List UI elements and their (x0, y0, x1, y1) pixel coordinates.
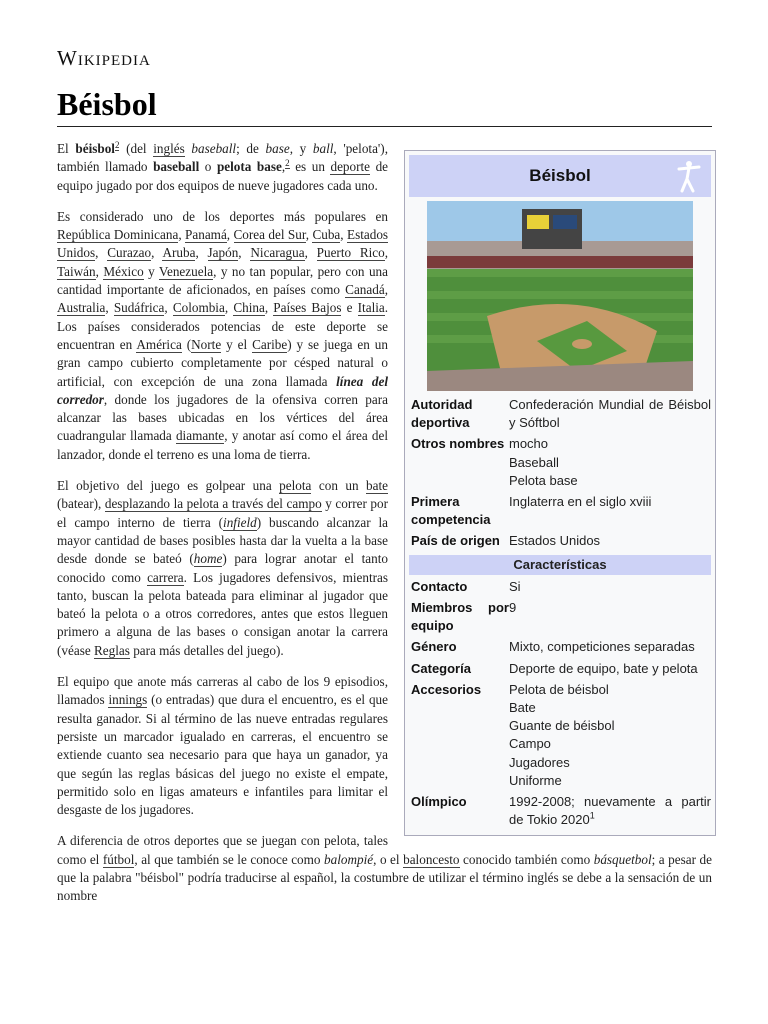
infobox-row-label: Género (411, 639, 457, 655)
infobox-row-label: Primera competencia (411, 494, 491, 528)
page-title: Béisbol (57, 86, 157, 122)
link-country[interactable]: Taiwán (57, 263, 96, 279)
link-country[interactable]: Nicaragua (250, 245, 305, 261)
link-region[interactable]: Norte (191, 336, 222, 352)
link-country[interactable]: Australia (57, 300, 106, 316)
link-pelota[interactable]: pelota (279, 478, 312, 494)
link-home[interactable]: home (193, 551, 223, 567)
infobox-value-item[interactable]: Guante de béisbol (509, 718, 615, 734)
link-country[interactable]: Colombia (172, 300, 225, 316)
link-region[interactable]: Caribe (252, 336, 288, 352)
infobox-title: Béisbol (529, 166, 591, 185)
link-reglas[interactable]: Reglas (93, 642, 130, 658)
link-ingles[interactable]: inglés (153, 141, 185, 156)
infobox-row-label: Categoría (411, 660, 471, 676)
infobox-row-value (509, 660, 711, 678)
link-country[interactable]: Sudáfrica (113, 300, 165, 316)
infobox-value-item[interactable]: Jugadores (509, 754, 570, 770)
link-carrera[interactable]: carrera (147, 569, 184, 585)
objective-paragraph: El objetivo del juego es golpear una pelota con un bate (batear), desplazando la pelota a través del campo y correr por el campo interno de tierra (infield) buscando alcanzar la mayor cantidad de bases posibles hasta dar la vuelta a la base desde donde se bateó (home) para lograr anotar el tanto conocido como carrera. Los jugadores defensivos, mientras tanto, buscan la pelota bateada para eliminar al jugador que bateó la pelota o a otros corredores, antes que estos lleguen primero a alguna de las bases o consigan anotar la carrera (véase Reglas para más detalles del juego). (57, 478, 388, 658)
link-deporte[interactable]: deporte (330, 159, 371, 175)
infobox-row-value (509, 793, 711, 829)
wikipedia-logo[interactable]: Wikipedia (57, 46, 151, 70)
link-country[interactable]: Curazao (107, 245, 152, 261)
reference-link[interactable]: 2 (114, 139, 120, 150)
link-country[interactable]: Corea del Sur (233, 227, 306, 243)
link-country[interactable]: China (233, 300, 265, 316)
infobox-row-label: Otros nombres (411, 436, 505, 452)
infobox-value-item[interactable]: Bate (509, 700, 536, 716)
infobox-row-label: Autoridad deportiva (411, 397, 473, 431)
infobox-row (409, 395, 711, 434)
infobox-value-item[interactable]: mocho (509, 436, 549, 452)
intro-paragraph: El béisbol$^2$ (del inglés baseball; de base, y ball, 'pelota'), también llamado baseball o pelota base,$^2$ es un deporte de equipo jugado por dos equipos de nueve jugadores cada uno. (57, 139, 389, 193)
article-body (57, 140, 712, 919)
link-futbol[interactable]: fútbol (102, 851, 135, 867)
link-country[interactable]: Puerto Rico (316, 245, 385, 261)
infobox-row-value (509, 532, 711, 550)
infobox-section-characteristics: Características (409, 555, 711, 575)
infobox-row (409, 680, 711, 792)
infobox-value-item[interactable]: Mixto, competiciones separadas (509, 639, 695, 655)
name-paragraph: A diferencia de otros deportes que se juegan con pelota, tales como el fútbol, al que también se le conoce como balompié, o el baloncesto conocido también como básquetbol; a pesar de que la palabra "béisbol" podría traducirse al español, la costumbre de utilizar el término inglés se debe a la sensación de un nombre (57, 833, 712, 904)
link-campo[interactable]: desplazando la pelota a través del campo (104, 496, 322, 512)
link-country[interactable]: Italia (357, 300, 385, 316)
infobox-row (409, 659, 711, 680)
link-diamante[interactable]: diamante (175, 428, 225, 444)
link-bate[interactable]: bate (366, 478, 388, 494)
link-country[interactable]: Japón (207, 245, 239, 261)
baseball-player-icon (675, 159, 703, 193)
link-infield[interactable]: infield (223, 514, 257, 530)
infobox-value-item[interactable]: Pelota base (509, 472, 578, 488)
infobox-row-value (509, 435, 711, 490)
infobox-value-item[interactable]: Estados Unidos (509, 533, 601, 549)
link-country[interactable]: Estados Unidos (57, 227, 389, 261)
link-country[interactable]: Aruba (162, 245, 196, 261)
infobox-value-item[interactable]: Uniforme (509, 772, 562, 788)
infobox-row (409, 434, 711, 492)
infobox-row (409, 792, 711, 831)
infobox-row (409, 531, 711, 552)
title-divider (57, 126, 712, 127)
infobox-header (409, 155, 711, 197)
infobox-row-value (509, 493, 711, 529)
infobox-value-item[interactable]: Baseball (509, 454, 559, 470)
link-country[interactable]: Venezuela (158, 263, 214, 279)
infobox-value-item[interactable]: 9 (509, 600, 517, 616)
infobox-row-value (509, 396, 711, 432)
infobox-value-item[interactable]: 1992-2008; nuevamente a partir de Tokio 2020$^1$ (509, 794, 711, 828)
stadium-photo (427, 201, 693, 391)
link-baloncesto[interactable]: baloncesto (403, 851, 460, 867)
infobox-row (409, 577, 711, 598)
infobox-value-item[interactable]: Pelota de béisbol (509, 681, 609, 697)
infobox-row-label: Contacto (411, 578, 468, 594)
popularity-paragraph: Es considerado uno de los deportes más populares en República Dominicana, Panamá, Corea del Sur, Cuba, Estados Unidos, Curazao, Aruba, Japón, Nicaragua, Puerto Rico, Taiwán, México y Venezuela, y no tan popular, pero con una cantidad importante de aficionados, en países como Canadá, Australia, Sudáfrica, Colombia, China, Países Bajos e Italia. Los países considerados potencias de este deporte se encuentran en América (Norte y el Caribe) y se juega en un gran campo cubierto completamente por césped natural o artificial, con excepción de una zona llamada línea del corredor, donde los jugadores de la ofensiva corren para alcanzar las bases ubicadas en los vértices del área cuadrangular llamada diamante, y anotar así como el área del lanzador, donde el terreno es una loma de tierra. (57, 208, 389, 462)
infobox-row-label: Miembros por equipo (411, 600, 509, 634)
link-country[interactable]: México (103, 263, 144, 279)
infobox-row (409, 598, 711, 637)
infobox-row-label: Accesorios (411, 681, 482, 697)
link-country[interactable]: Cuba (312, 227, 341, 243)
reference-link[interactable]: 2 (285, 157, 290, 168)
link-country[interactable]: República Dominicana (57, 227, 179, 243)
infobox-row-value (509, 638, 711, 656)
infobox-row (409, 492, 711, 531)
link-country[interactable]: Canadá (345, 282, 385, 298)
infobox-row (409, 637, 711, 658)
infobox-value-item[interactable]: Confederación Mundial de Béisbol y Sóftbol (509, 397, 711, 431)
link-innings[interactable]: innings (108, 692, 148, 708)
scoring-paragraph: El equipo que anote más carreras al cabo de los 9 episodios, llamados innings (o entradas) que dura el encuentro, es el que resulta ganador. Si al término de las nueve entradas regulares persiste un marcador igualado en carreras, el encuentro se extiende cuanto sea necesario para que haya un ganador, ya que según las reglas básicas del juego no existe el empate, permitido solo en ligas amateurs e infantiles para limitar el desgaste de los jugadores. (57, 674, 388, 818)
infobox-value-item[interactable]: Deporte de equipo, bate y pelota (509, 660, 698, 676)
infobox-row-label: Olímpico (411, 794, 467, 810)
link-region[interactable]: América (136, 336, 182, 352)
link-country[interactable]: Países Bajos (273, 300, 342, 316)
infobox (404, 150, 716, 836)
infobox-value-item[interactable]: Campo (509, 736, 551, 752)
infobox-value-item[interactable]: Si (509, 578, 521, 594)
infobox-row-value (509, 599, 711, 635)
link-country[interactable]: Panamá (185, 227, 227, 243)
infobox-row-value (509, 578, 711, 596)
reference-link[interactable]: 1 (589, 810, 595, 821)
infobox-row-label: País de origen (411, 533, 500, 549)
infobox-row-value (509, 681, 711, 790)
infobox-value-item[interactable]: Inglaterra en el siglo xviii (509, 494, 652, 510)
